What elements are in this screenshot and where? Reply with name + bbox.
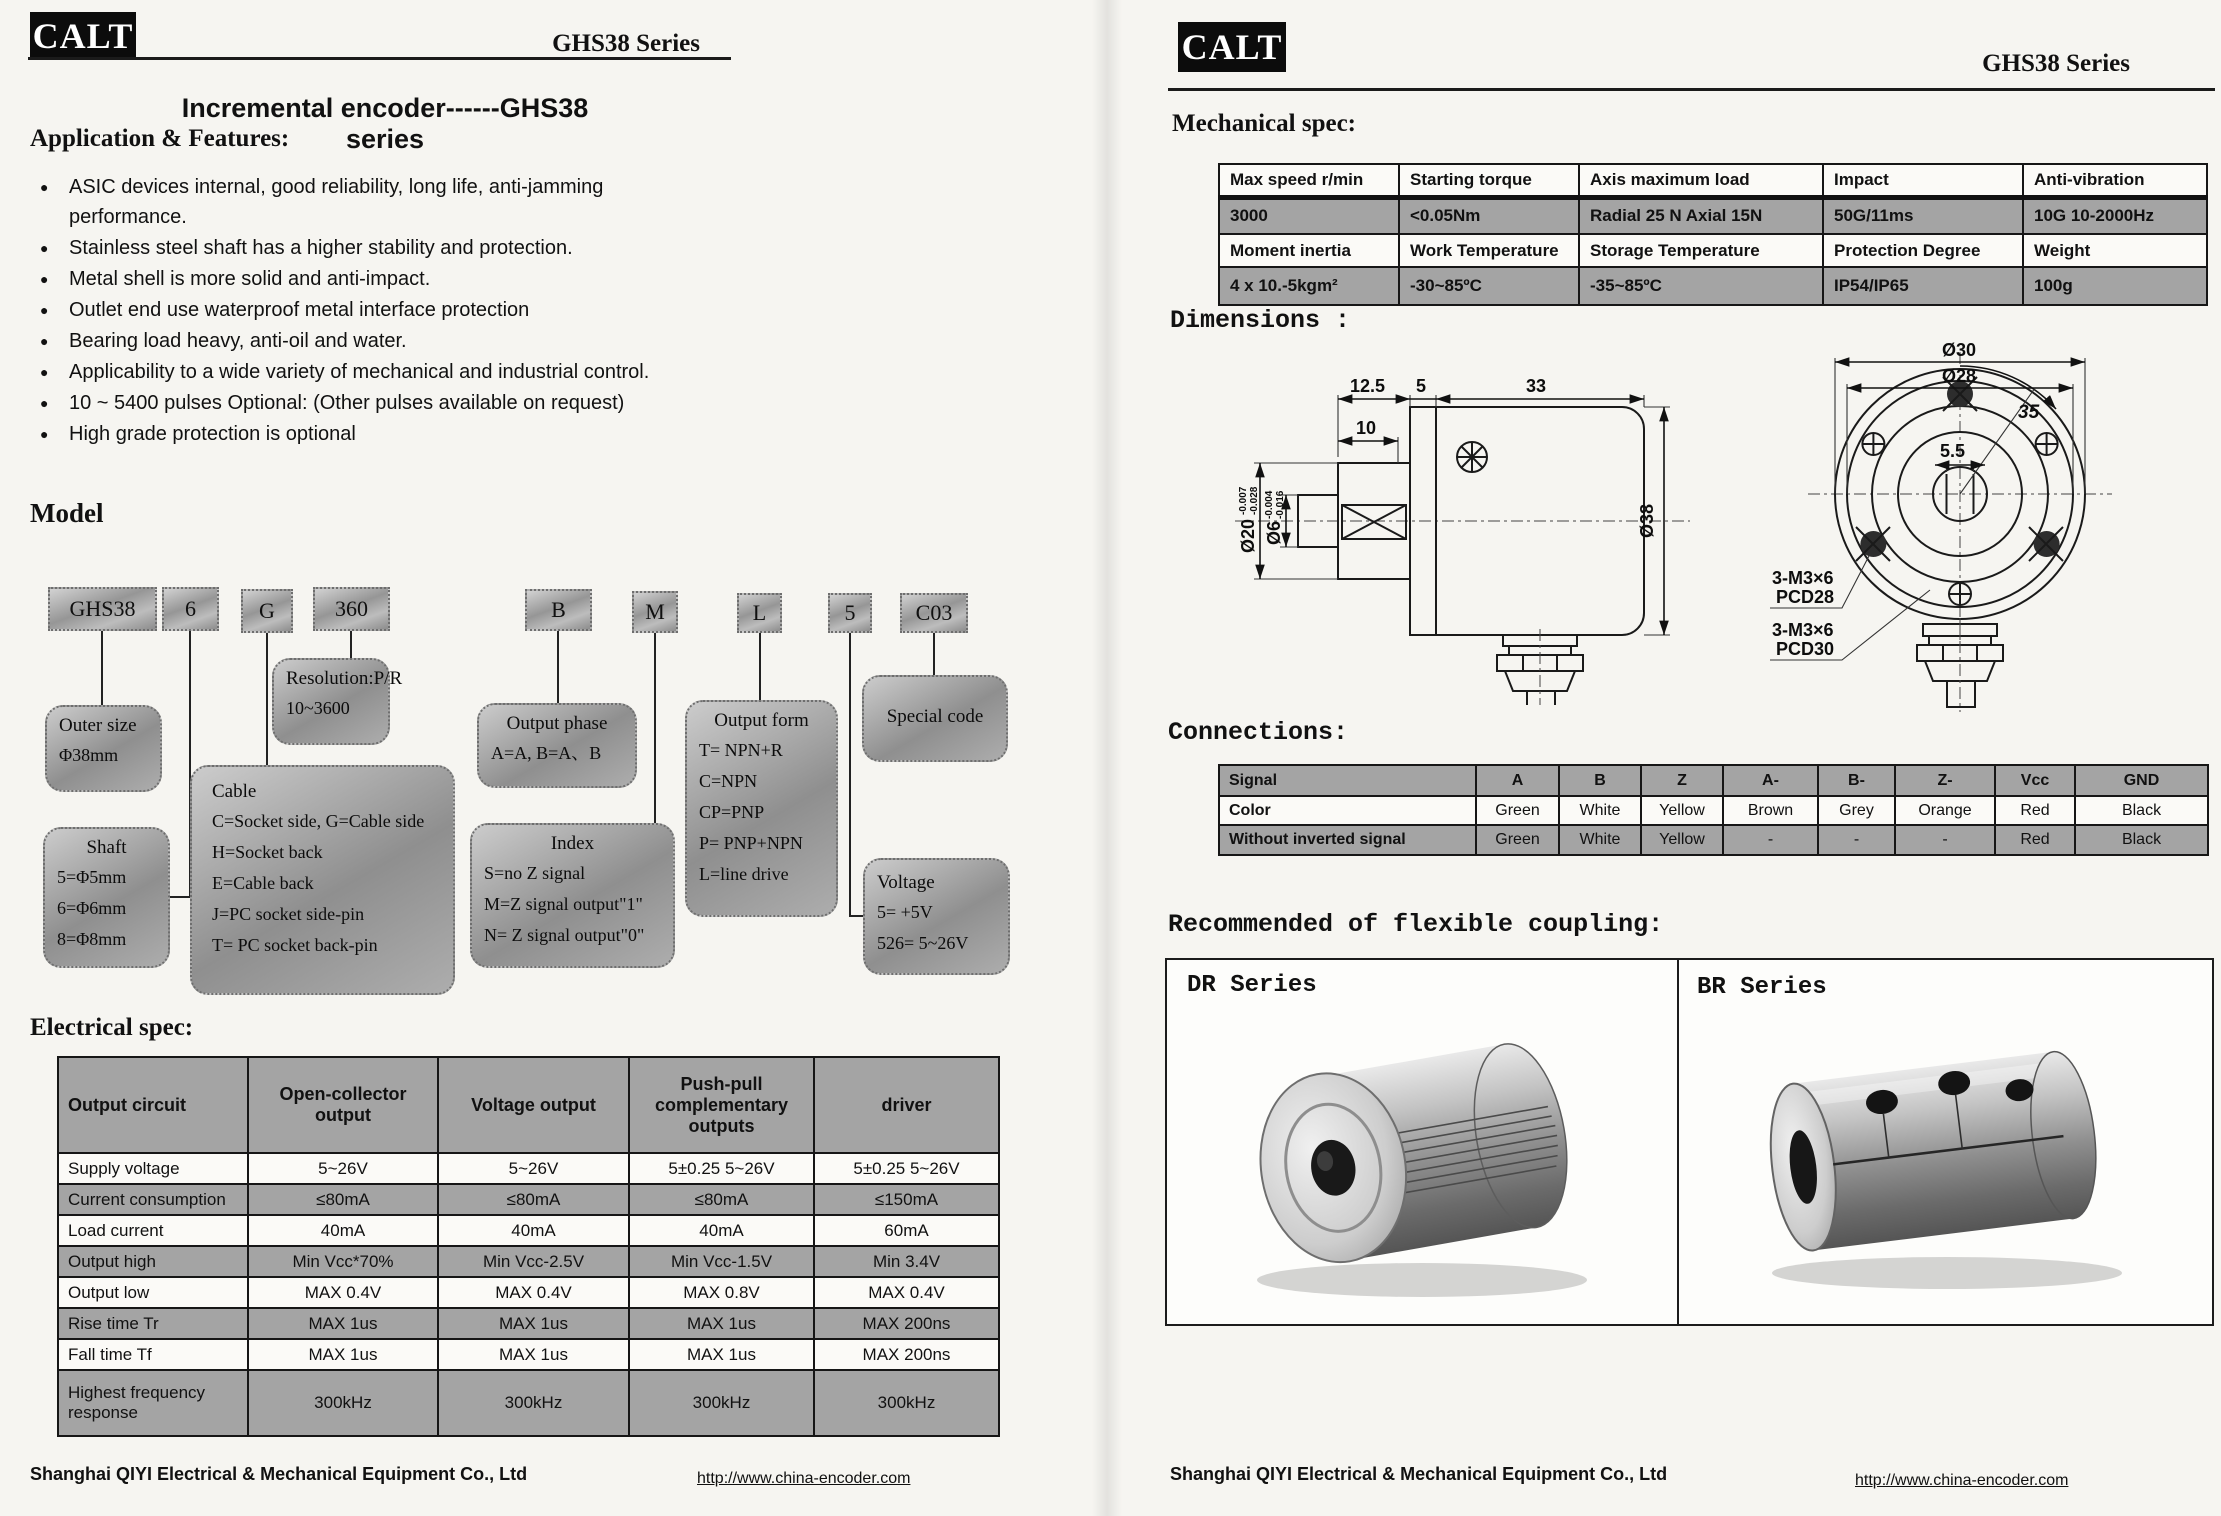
cell: MAX 1us	[629, 1339, 814, 1370]
col-header: B	[1559, 765, 1641, 796]
feature-item: ● Outlet end use waterproof metal interface protection	[36, 295, 676, 325]
cell: IP54/IP65	[1823, 267, 2023, 305]
box-line: P= PNP+NPN	[699, 833, 803, 853]
table-row	[1219, 765, 2208, 796]
row-label: Without inverted signal	[1219, 825, 1476, 855]
cell: Min Vcc*70%	[248, 1246, 438, 1277]
dim-label: 5	[1416, 376, 1427, 396]
dim-label: Ø38	[1637, 503, 1657, 538]
box-title: Cable	[212, 781, 257, 802]
model-code-shaft: 6	[162, 587, 219, 631]
page-left	[0, 0, 1110, 1516]
header-rule	[28, 57, 731, 60]
cell: ≤80mA	[438, 1184, 629, 1215]
col-header: driver	[814, 1057, 999, 1153]
cell: MAX 0.4V	[438, 1277, 629, 1308]
page-right	[1110, 0, 2221, 1516]
cell: 40mA	[438, 1215, 629, 1246]
table-row	[1219, 267, 2207, 305]
col-header: Voltage output	[438, 1057, 629, 1153]
col-header: Impact	[1823, 164, 2023, 197]
cell: Black	[2075, 796, 2208, 825]
tolerance-label: -0.007	[1238, 486, 1249, 515]
cell: -35~85ºC	[1579, 267, 1823, 305]
box-line: 526= 5~26V	[877, 933, 969, 953]
box-title: Shaft	[86, 837, 127, 858]
col-header: Signal	[1219, 765, 1476, 796]
box-line: Φ38mm	[59, 745, 119, 765]
mechanical-heading: Mechanical spec:	[1172, 110, 1356, 137]
doc-title: Incremental encoder------GHS38 series	[181, 93, 589, 154]
cell: Green	[1476, 825, 1559, 855]
feature-item: ● Stainless steel shaft has a higher stability and protection.	[36, 233, 676, 263]
tolerance-label: -0.016	[1275, 490, 1286, 519]
model-box-cable	[190, 765, 455, 995]
cell: -	[1723, 825, 1818, 855]
box-line: L=line drive	[699, 864, 789, 884]
feature-item: ● 10 ~ 5400 pulses Optional: (Other pulses available on request)	[36, 388, 629, 418]
table-row	[1219, 825, 2208, 855]
row-label: Highest frequency response	[58, 1370, 248, 1436]
col-header: Moment inertia	[1219, 234, 1399, 267]
box-line: 5= +5V	[877, 902, 933, 922]
col-header: Starting torque	[1399, 164, 1579, 197]
box-line: A=A, B=A、B	[491, 743, 602, 763]
col-header: B-	[1818, 765, 1895, 796]
box-title: Voltage	[877, 872, 935, 893]
cell: ≤80mA	[248, 1184, 438, 1215]
tolerance-label: -0.028	[1249, 486, 1260, 515]
features-list	[36, 172, 676, 450]
row-label: Current consumption	[58, 1184, 248, 1215]
cell: 5±0.25 5~26V	[814, 1153, 999, 1184]
box-line: C=NPN	[699, 771, 758, 791]
screw-spec-label: 3-M3×6	[1772, 568, 1834, 588]
cell: Green	[1476, 796, 1559, 825]
cell: MAX 200ns	[814, 1339, 999, 1370]
cell: Grey	[1818, 796, 1895, 825]
cell: Min 3.4V	[814, 1246, 999, 1277]
cell: MAX 1us	[438, 1339, 629, 1370]
cell: MAX 1us	[438, 1308, 629, 1339]
cell: 3000	[1219, 197, 1399, 234]
table-row	[58, 1246, 999, 1277]
row-label: Fall time Tf	[58, 1339, 248, 1370]
table-row	[58, 1184, 999, 1215]
dim-label: 33	[1526, 376, 1547, 396]
box-line: T= PC socket back-pin	[212, 935, 378, 955]
box-title: Outer size	[59, 715, 137, 736]
box-line: C=Socket side, G=Cable side	[212, 811, 425, 831]
series-header: GHS38 Series	[552, 30, 700, 57]
table-row	[1219, 796, 2208, 825]
model-box-voltage	[863, 858, 1010, 975]
model-box-index	[470, 823, 675, 968]
cell: Orange	[1895, 796, 1995, 825]
model-box-output-form	[685, 700, 838, 917]
model-box-shaft	[43, 827, 170, 968]
model-code-index: M	[632, 591, 678, 633]
box-title: Output form	[714, 710, 809, 731]
cell: Yellow	[1641, 825, 1723, 855]
table-row	[58, 1057, 999, 1153]
dimension-drawing-front-view	[1770, 322, 2140, 717]
mechanical-spec-table	[1218, 163, 2208, 306]
br-series-label: BR Series	[1697, 974, 1827, 1001]
angle-label: 35	[2018, 402, 2040, 423]
cell: -	[1895, 825, 1995, 855]
col-header: Push-pull complementary outputs	[629, 1057, 814, 1153]
cell: 10G 10-2000Hz	[2023, 197, 2207, 234]
row-label: Load current	[58, 1215, 248, 1246]
col-header: Axis maximum load	[1579, 164, 1823, 197]
dr-coupling-photo	[1182, 988, 1662, 1308]
row-label: Output low	[58, 1277, 248, 1308]
series-header: GHS38 Series	[1982, 50, 2130, 77]
table-row	[58, 1153, 999, 1184]
cell: White	[1559, 796, 1641, 825]
connections-table	[1218, 764, 2209, 856]
cell: 100g	[2023, 267, 2207, 305]
features-heading: Application & Features:	[30, 125, 290, 152]
footer-url-link[interactable]: http://www.china-encoder.com	[1855, 1472, 2069, 1489]
panel-divider	[1677, 960, 1679, 1324]
footer-url-link[interactable]: http://www.china-encoder.com	[697, 1470, 911, 1487]
feature-item: ● Bearing load heavy, anti-oil and water.	[36, 326, 676, 356]
cell: 40mA	[629, 1215, 814, 1246]
model-box-output-phase	[477, 703, 637, 788]
model-code-resolution: 360	[313, 587, 390, 631]
screw-spec-label: PCD28	[1776, 587, 1835, 607]
box-line: S=no Z signal	[484, 863, 586, 883]
box-line: H=Socket back	[212, 842, 323, 862]
row-label: Output high	[58, 1246, 248, 1277]
cell: MAX 1us	[629, 1308, 814, 1339]
cell: -30~85ºC	[1399, 267, 1579, 305]
col-header: Z-	[1895, 765, 1995, 796]
header-rule	[1168, 88, 2215, 91]
cell: ≤80mA	[629, 1184, 814, 1215]
col-header: Work Temperature	[1399, 234, 1579, 267]
box-line: CP=PNP	[699, 802, 765, 822]
feature-item: ● Metal shell is more solid and anti-impact.	[36, 264, 676, 294]
col-header: GND	[2075, 765, 2208, 796]
footer-company: Shanghai QIYI Electrical & Mechanical Equipment Co., Ltd	[30, 1464, 528, 1484]
box-title: Index	[550, 833, 595, 854]
dim-label: 12.5	[1350, 376, 1386, 396]
box-line: E=Cable back	[212, 873, 314, 893]
box-title: Output phase	[506, 713, 608, 734]
table-row	[1219, 197, 2207, 234]
model-box-outer-size	[45, 705, 162, 792]
calt-logo: CALT	[1178, 22, 1286, 72]
cell: 300kHz	[438, 1370, 629, 1436]
dim-label: Ø30	[1942, 340, 1977, 360]
cell: White	[1559, 825, 1641, 855]
col-header: A-	[1723, 765, 1818, 796]
row-label: Supply voltage	[58, 1153, 248, 1184]
cell: 5±0.25 5~26V	[629, 1153, 814, 1184]
box-line: M=Z signal output"1"	[484, 894, 643, 914]
box-line: 10~3600	[286, 698, 350, 718]
dim-label: 5.5	[1940, 441, 1966, 461]
col-header: Weight	[2023, 234, 2207, 267]
cell: MAX 0.8V	[629, 1277, 814, 1308]
dim-label: Ø28	[1942, 366, 1977, 386]
dim-label: Ø20	[1238, 518, 1258, 553]
coupling-heading: Recommended of flexible coupling:	[1168, 910, 1664, 939]
box-line: 5=Φ5mm	[57, 867, 127, 887]
cell: Radial 25 N Axial 15N	[1579, 197, 1823, 234]
cell: 5~26V	[248, 1153, 438, 1184]
row-label: Color	[1219, 796, 1476, 825]
model-box-resolution	[272, 658, 403, 745]
col-header: Vcc	[1995, 765, 2075, 796]
cell: MAX 1us	[248, 1339, 438, 1370]
cell: Brown	[1723, 796, 1818, 825]
dim-label: Ø6	[1264, 520, 1284, 545]
table-row	[58, 1370, 999, 1436]
page-fold-shadow	[1092, 0, 1122, 1516]
model-code-cable: G	[241, 589, 293, 633]
feature-item: ● High grade protection is optional	[36, 419, 676, 449]
cell: MAX 0.4V	[248, 1277, 438, 1308]
cell: -	[1818, 825, 1895, 855]
table-row	[58, 1308, 999, 1339]
cell: MAX 200ns	[814, 1308, 999, 1339]
cell: Yellow	[1641, 796, 1723, 825]
footer-company: Shanghai QIYI Electrical & Mechanical Equipment Co., Ltd	[1170, 1464, 1668, 1484]
table-row	[58, 1215, 999, 1246]
cell: 40mA	[248, 1215, 438, 1246]
calt-logo: CALT	[30, 12, 136, 60]
model-heading: Model	[30, 498, 104, 528]
coupling-panel	[1165, 958, 2214, 1326]
box-line: T= NPN+R	[699, 740, 783, 760]
screw-spec-label: 3-M3×6	[1772, 620, 1834, 640]
dimensions-heading: Dimensions :	[1170, 306, 1351, 335]
col-header: Z	[1641, 765, 1723, 796]
dimension-drawing-side-view	[1210, 345, 1710, 705]
cell: <0.05Nm	[1399, 197, 1579, 234]
table-row	[58, 1277, 999, 1308]
model-code-ghs38: GHS38	[48, 587, 157, 631]
col-header: Storage Temperature	[1579, 234, 1823, 267]
cell: MAX 0.4V	[814, 1277, 999, 1308]
feature-item: ● Applicability to a wide variety of mechanical and industrial control.	[36, 357, 676, 387]
connections-heading: Connections:	[1168, 718, 1349, 747]
model-code-voltage: 5	[828, 593, 872, 633]
table-row	[1219, 164, 2207, 197]
cell: 50G/11ms	[1823, 197, 2023, 234]
col-header: Output circuit	[58, 1057, 248, 1153]
cell: Red	[1995, 825, 2075, 855]
table-row	[1219, 234, 2207, 267]
br-coupling-photo	[1692, 988, 2197, 1308]
screw-spec-label: PCD30	[1776, 639, 1835, 659]
cell: Min Vcc-2.5V	[438, 1246, 629, 1277]
box-line: N= Z signal output"0"	[484, 925, 645, 945]
cell: 300kHz	[629, 1370, 814, 1436]
electrical-spec-table	[57, 1056, 1000, 1437]
col-header: Protection Degree	[1823, 234, 2023, 267]
cell: Min Vcc-1.5V	[629, 1246, 814, 1277]
col-header: Anti-vibration	[2023, 164, 2207, 197]
electrical-heading: Electrical spec:	[30, 1014, 194, 1041]
feature-item: ● ASIC devices internal, good reliability, long life, anti-jamming performance.	[36, 172, 676, 232]
row-label: Rise time Tr	[58, 1308, 248, 1339]
box-title: Special code	[886, 706, 984, 727]
cell: Black	[2075, 825, 2208, 855]
cell: ≤150mA	[814, 1184, 999, 1215]
model-code-special: C03	[900, 593, 968, 633]
cell: 300kHz	[248, 1370, 438, 1436]
model-code-output-form: L	[737, 593, 782, 633]
cell: 5~26V	[438, 1153, 629, 1184]
box-line: 6=Φ6mm	[57, 898, 127, 918]
dr-series-label: DR Series	[1187, 972, 1317, 999]
cell: 300kHz	[814, 1370, 999, 1436]
tolerance-label: -0.004	[1264, 490, 1275, 519]
dim-label: 10	[1356, 418, 1377, 438]
box-title: Resolution:P/R	[286, 668, 403, 689]
model-code-phase: B	[525, 589, 592, 631]
cell: MAX 1us	[248, 1308, 438, 1339]
col-header: Open-collector output	[248, 1057, 438, 1153]
cell: Red	[1995, 796, 2075, 825]
box-line: J=PC socket side-pin	[212, 904, 365, 924]
cell: 60mA	[814, 1215, 999, 1246]
box-line: 8=Φ8mm	[57, 929, 127, 949]
model-box-special-code	[862, 675, 1008, 762]
cell: 4 x 10.-5kgm²	[1219, 267, 1399, 305]
col-header: A	[1476, 765, 1559, 796]
col-header: Max speed r/min	[1219, 164, 1399, 197]
table-row	[58, 1339, 999, 1370]
